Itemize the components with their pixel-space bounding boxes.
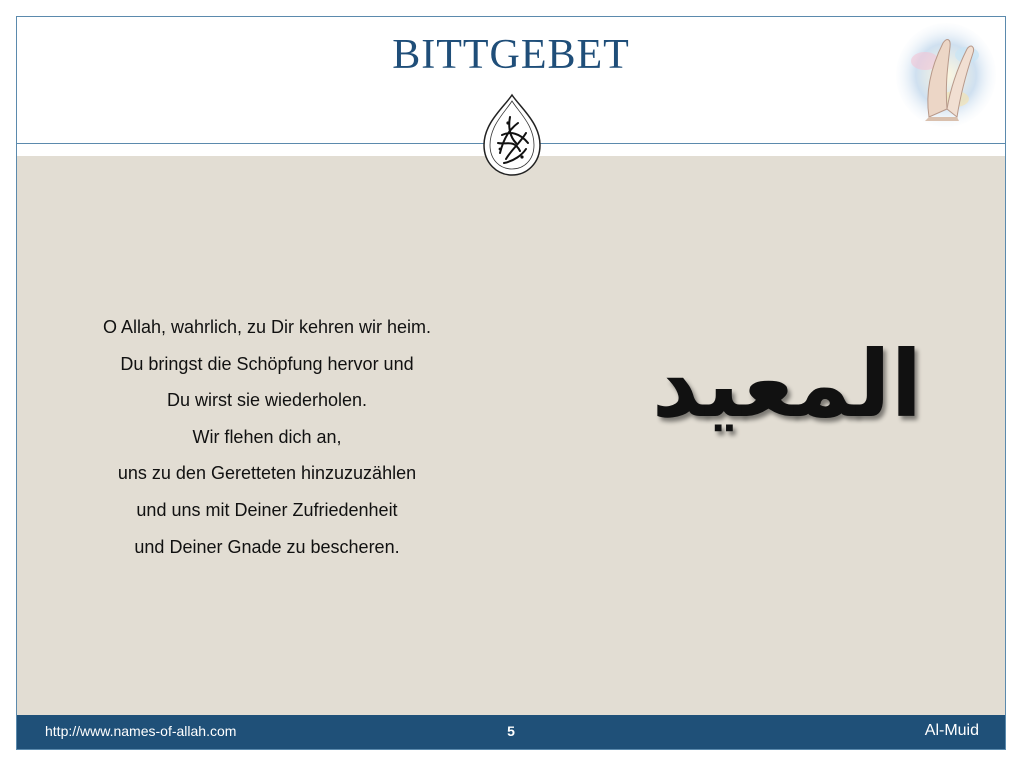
prayer-line: O Allah, wahrlich, zu Dir kehren wir heim. — [102, 317, 432, 337]
footer-url-link[interactable]: http://www.names-of-allah.com — [45, 723, 237, 739]
content-panel — [17, 156, 1005, 716]
slide-title: BITTGEBET — [392, 32, 630, 78]
arabic-name: المعيد — [651, 331, 923, 438]
slide-footer — [17, 715, 1005, 749]
footer-name: Al-Muid — [924, 722, 979, 739]
prayer-text — [67, 309, 467, 565]
prayer-line: Wir flehen dich an, — [192, 426, 342, 447]
prayer-line: und uns mit Deiner Zufriedenheit — [136, 499, 398, 520]
praying-hands-icon — [895, 21, 997, 129]
prayer-line: uns zu den Geretteten hinzuzuzählen — [117, 463, 417, 484]
prayer-line: Du wirst sie wiederholen. — [166, 390, 368, 411]
page-number: 5 — [507, 723, 515, 739]
prayer-line: Du bringst die Schöpfung hervor und — [120, 353, 414, 374]
calligraphy-emblem-icon — [480, 93, 544, 177]
prayer-line: und Deiner Gnade zu bescheren. — [134, 536, 400, 557]
slide — [16, 16, 1006, 750]
